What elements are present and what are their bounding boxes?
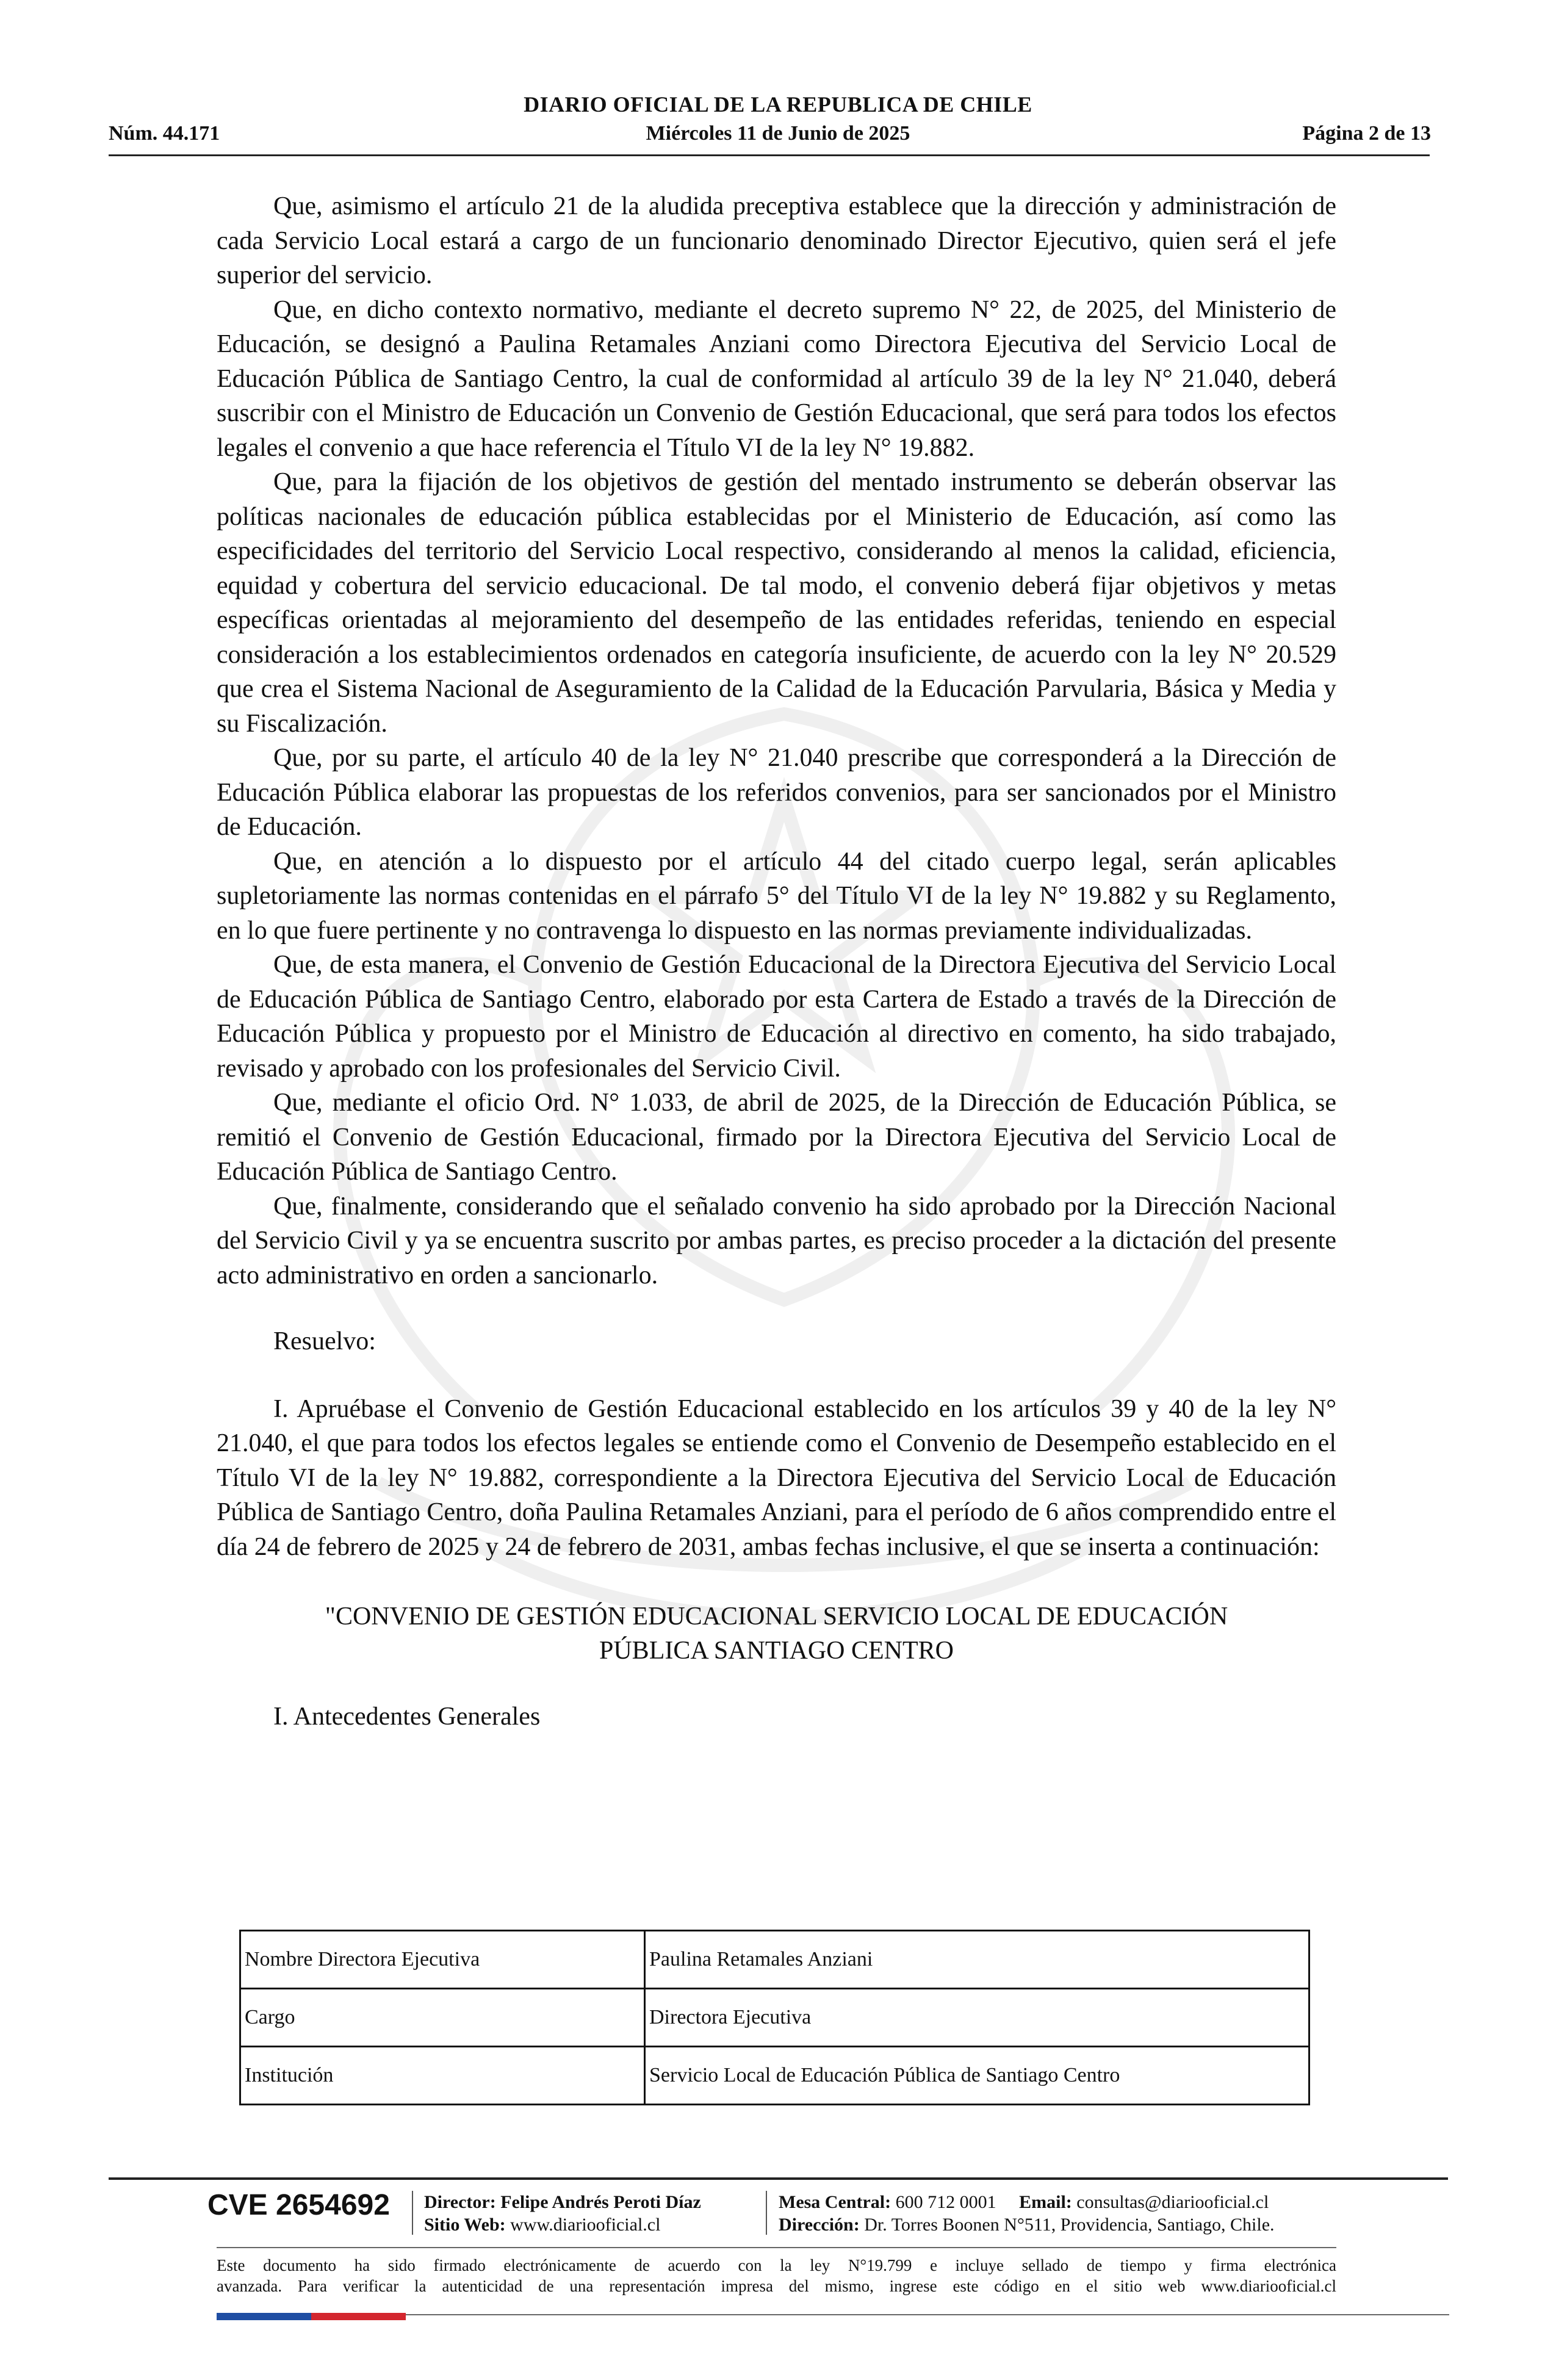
paragraph: Que, finalmente, considerando que el señalado convenio ha sido aprobado por la Dirección Nacional del Servicio Civil y ya se encuentra suscrito por ambas partes, es preciso proceder a la dictación del presente acto administrativo en orden a sancionarlo. xyxy=(217,1192,1336,1289)
legal-notice-line-1: Este documento ha sido firmado electrónicamente de acuerdo con la ley N°19.799 e incluye sellado de tiempo y firma electrónica xyxy=(217,2256,1336,2274)
document-body xyxy=(217,189,1336,1734)
director-name: Felipe Andrés Peroti Díaz xyxy=(500,2192,701,2212)
resolution-item-1: I. Apruébase el Convenio de Gestión Educacional establecido en los artículos 39 y 40 de la ley N° 21.040, el que para todos los efectos legales se entiende como el Convenio de Desempeño establecido en el Título VI de la ley N° 19.882, correspondiente a la Directora Ejecutiva del Servicio Local de Educación Pública de Santiago Centro, doña Paulina Retamales Anziani, para el período de 6 años comprendido entre el día 24 de febrero de 2025 y 24 de febrero de 2031, ambas fechas inclusive, el que se inserta a continuación: xyxy=(217,1394,1336,1561)
address-value: Dr. Torres Boonen N°511, Providencia, Santiago, Chile. xyxy=(864,2215,1275,2235)
table-row xyxy=(240,1931,1309,1989)
issue-number: Núm. 44.171 xyxy=(109,122,220,145)
cve-code: CVE 2654692 xyxy=(207,2189,390,2221)
footer-divider xyxy=(109,2177,1448,2180)
paragraph: Que, para la fijación de los objetivos de gestión del mentado instrumento se deberán observar las políticas nacionales de educación pública establecidas por el Ministerio de Educación, así como las especificidades del territorio del Servicio Local respectivo, considerando al menos la calidad, eficiencia, equidad y cobertura del servicio educacional. De tal modo, el convenio deberá fijar objetivos y metas específicas orientadas al mejoramiento del desempeño de las entidades referidas, teniendo en especial consideración a los establecimientos ordenados en categoría insuficiente, de acuerdo con la ley N° 20.529 que crea el Sistema Nacional de Aseguramiento de la Calidad de la Educación Parvularia, Básica y Media y su Fiscalización. xyxy=(217,468,1336,738)
director-label: Director: xyxy=(424,2192,496,2212)
legal-notice xyxy=(217,2255,1336,2296)
paragraph: Que, de esta manera, el Convenio de Gestión Educacional de la Directora Ejecutiva del Servicio Local de Educación Pública de Santiago Centro, elaborado por esta Cartera de Estado a través de la Dirección de Educación Pública y propuesto por el Ministro de Educación al directivo en comento, ha sido trabajado, revisado y aprobado con los profesionales del Servicio Civil. xyxy=(217,951,1336,1083)
convenio-title-line-1: "CONVENIO DE GESTIÓN EDUCACIONAL SERVICIO LOCAL DE EDUCACIÓN xyxy=(325,1603,1228,1631)
header-divider xyxy=(109,154,1430,156)
mesa-label: Mesa Central: xyxy=(779,2192,891,2212)
footer-separator xyxy=(412,2191,413,2235)
table-cell-key: Cargo xyxy=(240,1989,645,2047)
flag-color-stripe xyxy=(217,2313,406,2320)
email-label: Email: xyxy=(1019,2192,1072,2212)
address-label: Dirección: xyxy=(779,2215,860,2235)
table-row xyxy=(240,2047,1309,2105)
mesa-phone: 600 712 0001 xyxy=(895,2192,996,2212)
paragraph: Que, en atención a lo dispuesto por el artículo 44 del citado cuerpo legal, serán aplicables supletoriamente las normas contenidas en el párrafo 5° del Título VI de la ley N° 19.882 y su Reglamento, en lo que fuere pertinente y no contravenga lo dispuesto en las normas previamente individualizadas. xyxy=(217,847,1336,945)
table-cell-value: Directora Ejecutiva xyxy=(645,1989,1309,2047)
resolve-heading: Resuelvo: xyxy=(273,1327,376,1355)
footer-director-block xyxy=(424,2191,701,2236)
general-info-table xyxy=(239,1930,1310,2105)
site-label: Sitio Web: xyxy=(424,2215,506,2235)
table-cell-value: Servicio Local de Educación Pública de Santiago Centro xyxy=(645,2047,1309,2105)
table-row xyxy=(240,1989,1309,2047)
table-cell-key: Nombre Directora Ejecutiva xyxy=(240,1931,645,1989)
paragraph: Que, mediante el oficio Ord. N° 1.033, de abril de 2025, de la Dirección de Educación Pública, se remitió el Convenio de Gestión Educacional, firmado por la Directora Ejecutiva del Servicio Local de Educación Pública de Santiago Centro. xyxy=(217,1089,1336,1186)
footer-contact-block xyxy=(779,2191,1275,2236)
table-cell-value: Paulina Retamales Anziani xyxy=(645,1931,1309,1989)
paragraph: Que, por su parte, el artículo 40 de la ley N° 21.040 prescribe que corresponderá a la Dirección de Educación Pública elaborar las propuestas de los referidos convenios, para ser sancionados por el Ministro de Educación. xyxy=(217,744,1336,841)
section-heading-antecedentes: I. Antecedentes Generales xyxy=(273,1703,541,1731)
footer-divider xyxy=(217,2247,1336,2248)
stripe-blue xyxy=(217,2313,311,2320)
convenio-title xyxy=(217,1599,1336,1668)
convenio-title-line-2: PÚBLICA SANTIAGO CENTRO xyxy=(599,1637,954,1665)
legal-notice-line-2: avanzada. Para verificar la autenticidad de una representación impresa del mismo, ingrese este código en el sitio web www.diariooficial.cl xyxy=(217,2277,1336,2295)
page-indicator: Página 2 de 13 xyxy=(1302,122,1431,145)
paragraph: Que, en dicho contexto normativo, mediante el decreto supremo N° 22, de 2025, del Ministerio de Educación, se designó a Paulina Retamales Anziani como Directora Ejecutiva del Servicio Local de Educación Pública de Santiago Centro, la cual de conformidad al artículo 39 de la ley N° 21.040, deberá suscribir con el Ministro de Educación un Convenio de Gestión Educacional, que será para todos los efectos legales el convenio a que hace referencia el Título VI de la ley N° 19.882. xyxy=(217,295,1336,462)
stripe-red xyxy=(311,2313,406,2320)
site-link[interactable]: www.diariooficial.cl xyxy=(510,2215,661,2235)
footer-separator xyxy=(766,2191,767,2235)
table-cell-key: Institución xyxy=(240,2047,645,2105)
email-link[interactable]: consultas@diariooficial.cl xyxy=(1076,2192,1269,2212)
paragraph: Que, asimismo el artículo 21 de la aludida preceptiva establece que la dirección y administración de cada Servicio Local estará a cargo de un funcionario denominado Director Ejecutivo, quien será el jefe superior del servicio. xyxy=(217,192,1336,289)
gazette-title: DIARIO OFICIAL DE LA REPUBLICA DE CHILE xyxy=(524,92,1032,117)
issue-date: Miércoles 11 de Junio de 2025 xyxy=(646,122,910,145)
